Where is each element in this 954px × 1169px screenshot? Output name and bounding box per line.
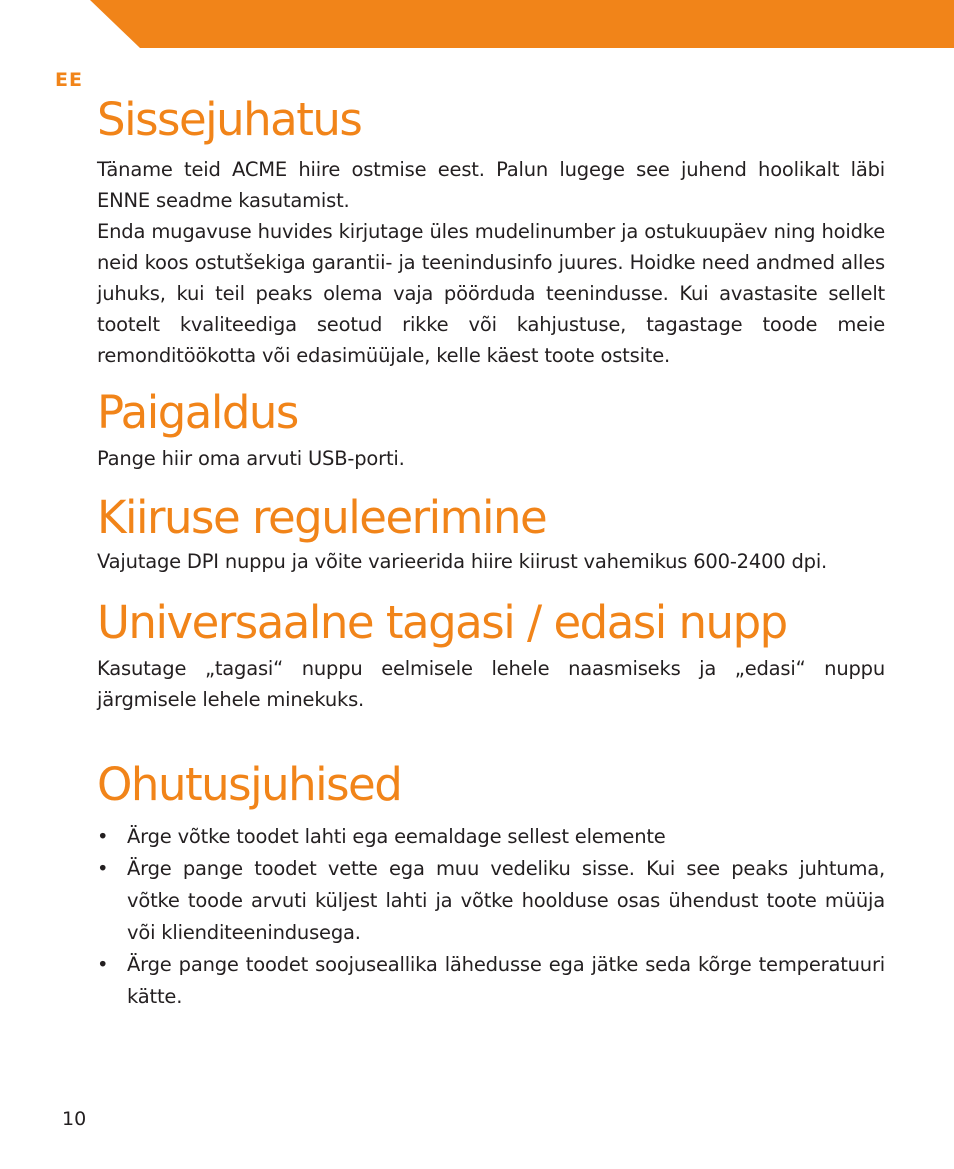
section-title-speed-adjustment: Kiiruse reguleerimine [97, 491, 547, 544]
list-item-text: Ärge võtke toodet lahti ega eemaldage sellest elemente [127, 825, 666, 848]
intro-paragraph-2: Enda mugavuse huvides kirjutage üles mudelinumber ja ostukuupäev ning hoidke neid koos ostutšekiga garantii- ja teenindusinfo juures. Hoidke need andmed alles juhuks, kui teil peaks olema vaja pöörduda teenindusse. Kui avastasite sellelt tootelt kvaliteediga seotud rikke või kahjustuse, tagastage toode meie remonditöökotta või edasimüüjale, kelle käest toote ostsite. [97, 220, 885, 367]
section-title-safety-instructions: Ohutusjuhised [97, 758, 402, 811]
list-item [97, 853, 885, 949]
bullet-marker: • [97, 825, 109, 848]
orange-header-banner [0, 0, 954, 48]
section-title-introduction: Sissejuhatus [97, 93, 362, 146]
section-title-back-forward-button: Universaalne tagasi / edasi nupp [97, 596, 787, 649]
document-content [97, 92, 885, 1013]
bullet-marker: • [97, 953, 109, 976]
section-title-installation: Paigaldus [97, 386, 298, 439]
list-item [97, 949, 885, 1013]
list-item-text: Ärge pange toodet vette ega muu vedeliku sisse. Kui see peaks juhtuma, võtke toode arvuti küljest lahti ja võtke hoolduse osas ühendust toote müüja või klienditeenindusega. [127, 857, 885, 944]
back-forward-paragraph: Kasutage „tagasi“ nuppu eelmisele lehele naasmiseks ja „edasi“ nuppu järgmisele lehele minekuks. [97, 657, 885, 711]
list-item-text: Ärge pange toodet soojuseallika lähedusse ega jätke seda kõrge temperatuuri kätte. [127, 953, 885, 1008]
language-code-label: EE [55, 69, 83, 91]
bullet-marker: • [97, 857, 109, 880]
intro-paragraph-1: Täname teid ACME hiire ostmise eest. Palun lugege see juhend hoolikalt läbi ENNE seadme kasutamist. [97, 158, 885, 212]
installation-paragraph: Pange hiir oma arvuti USB-porti. [97, 447, 405, 470]
speed-adjustment-paragraph: Vajutage DPI nuppu ja võite varieerida hiire kiirust vahemikus 600-2400 dpi. [97, 550, 828, 573]
list-item [97, 821, 885, 853]
safety-bullet-list [97, 821, 885, 1013]
page-number: 10 [62, 1108, 87, 1130]
